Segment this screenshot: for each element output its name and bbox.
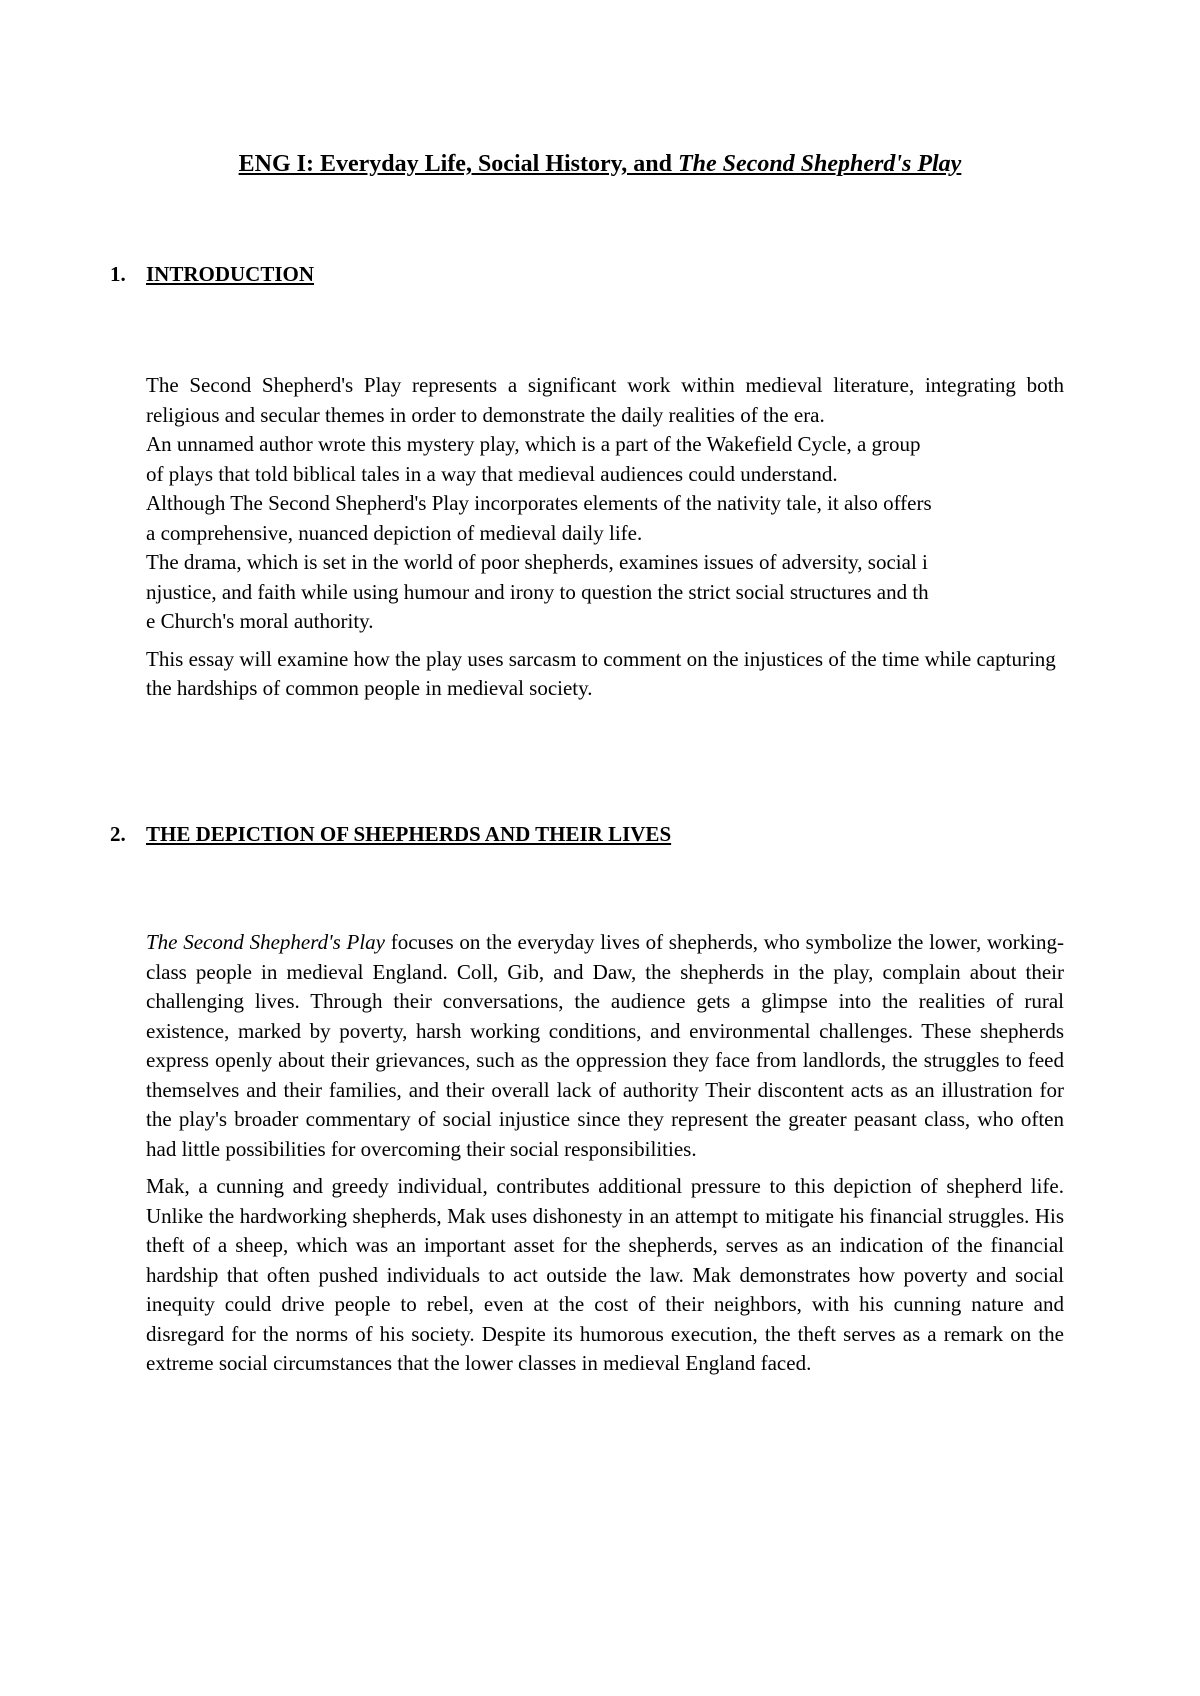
section-1-title: INTRODUCTION [146,262,315,286]
section-1-number: 1. [110,262,126,286]
depiction-paragraph-1-text: focuses on the everyday lives of shepherds, who symbolize the lower, working-class people in medieval England. Coll, Gib, and Daw, the shepherds in the play, complain about their challenging lives. Through their conversations, the audience gets a glimpse into the realities of rural existence, marked by poverty, harsh working conditions, and environmental challenges. These shepherds express openly about their grievances, such as the oppression they face from landlords, the struggles to feed themselves and their families, and their overall lack of authority Their discontent acts as an illustration for the play's broader commentary of social injustice since they represent the greater peasant class, who often had little possibilities for overcoming their social responsibilities. [146,930,1064,1161]
intro-line-7: e Church's moral authority. [146,609,374,633]
section-2-heading [110,820,671,848]
intro-line-1: An unnamed author wrote this mystery play, which is a part of the Wakefield Cycle, a group [146,432,921,456]
intro-line-4: a comprehensive, nuanced depiction of medieval daily life. [146,520,643,545]
intro-paragraph-thesis: This essay will examine how the play uses sarcasm to comment on the injustices of the time while capturing the hardships of common people in medieval society. [146,646,1056,700]
section-2-body [146,928,1064,1379]
title-main: ENG I: Everyday Life, Social History, and [238,151,678,177]
document-title [0,148,1200,180]
title-italic: The Second Shepherd's Play [678,151,962,177]
intro-line-5: The drama, which is set in the world of poor shepherds, examines issues of adversity, social i [146,550,928,574]
depiction-paragraph-1 [146,928,1064,1164]
intro-line-2: of plays that told biblical tales in a way that medieval audiences could understand. [146,461,838,486]
depiction-paragraph-2: Mak, a cunning and greedy individual, contributes additional pressure to this depiction of shepherd life. Unlike the hardworking shepherds, Mak uses dishonesty in an attempt to mitigate his financial struggles. His theft of a sheep, which was an important asset for the shepherds, serves as an indication of the financial hardship that often pushed individuals to act outside the law. Mak demonstrates how poverty and social inequity could drive people to rebel, even at the cost of their neighbors, with his cunning nature and disregard for the norms of his society. Despite its humorous execution, the theft serves as a remark on the extreme social circumstances that the lower classes in medieval England faced. [146,1174,1064,1375]
section-2-number: 2. [110,822,126,846]
intro-line-3: Although The Second Shepherd's Play incorporates elements of the nativity tale, it also offers [146,491,932,515]
intro-paragraph-1: The Second Shepherd's Play represents a significant work within medieval literature, integrating both religious and secular themes in order to demonstrate the daily realities of the era. [146,373,1064,427]
section-2-title: THE DEPICTION OF SHEPHERDS AND THEIR LIVES [146,822,672,846]
section-1-body [146,371,1064,704]
intro-line-6: njustice, and faith while using humour and irony to question the strict social structures and th [146,579,929,604]
section-1-heading [110,260,314,288]
play-title-italic: The Second Shepherd's Play [146,930,385,954]
